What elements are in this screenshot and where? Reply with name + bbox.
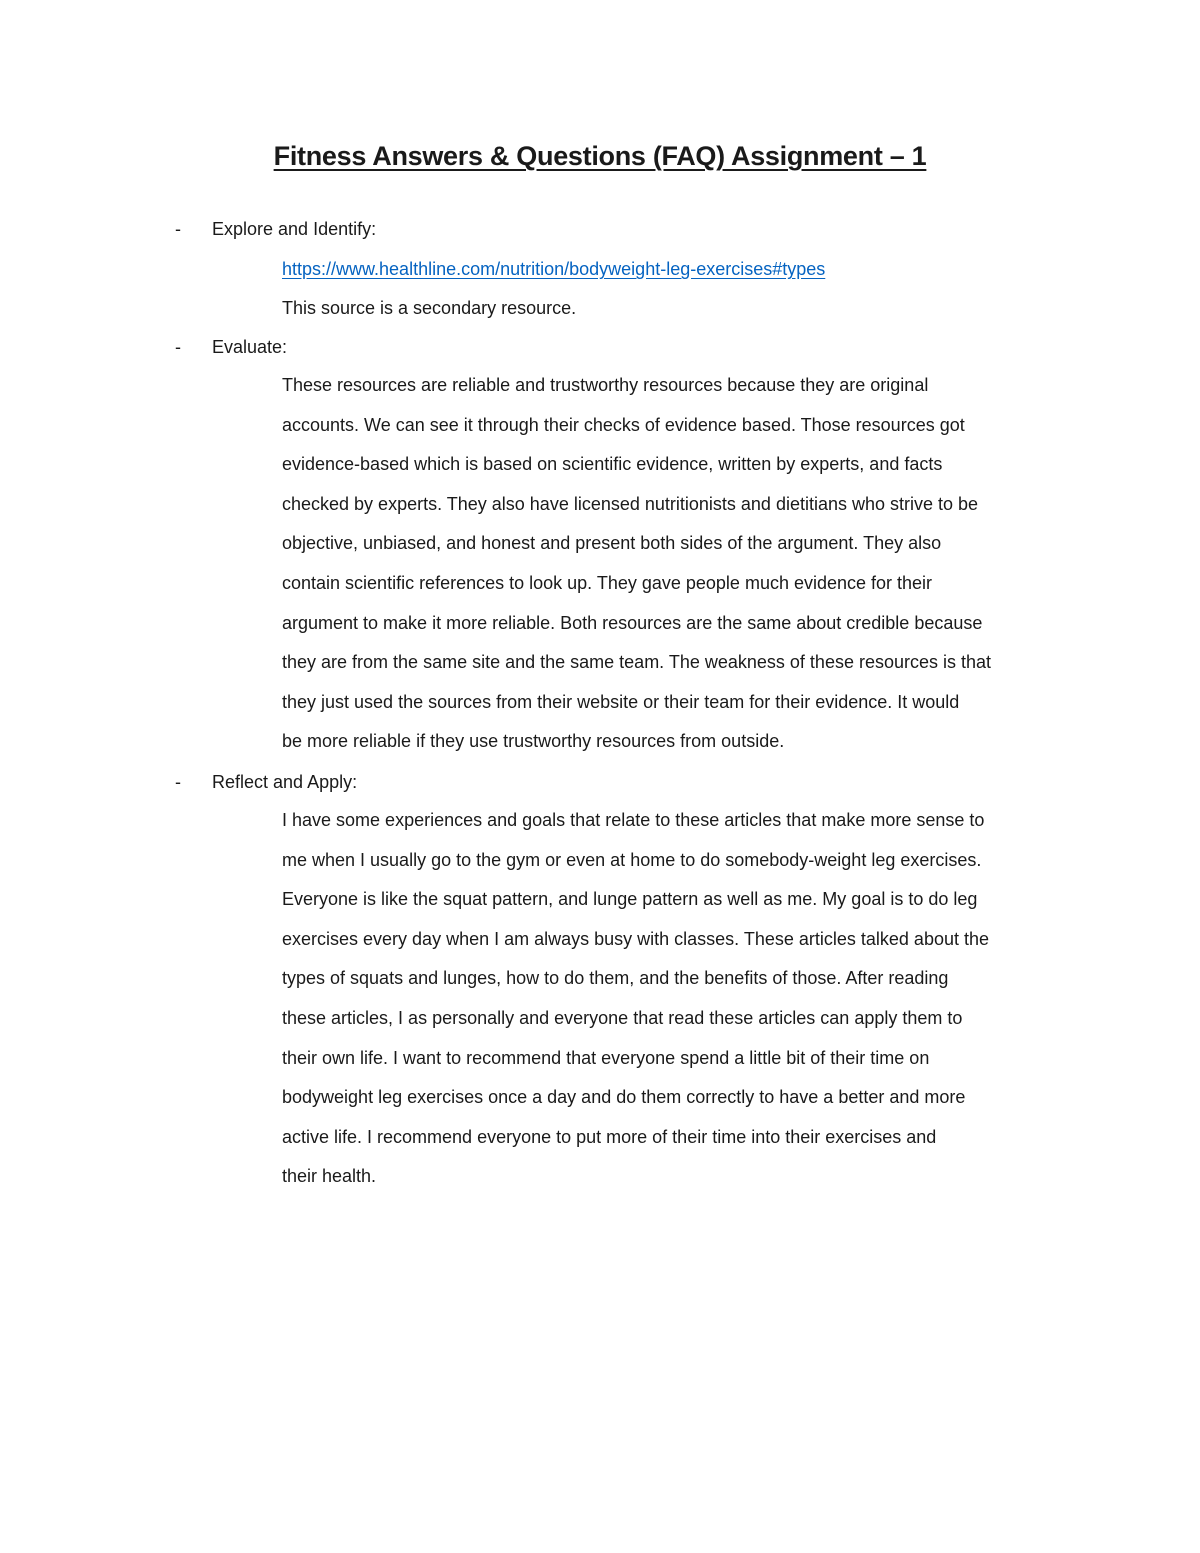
paragraph-line: contain scientific references to look up. They gave people much evidence for their bbox=[282, 572, 933, 593]
paragraph-line: active life. I recommend everyone to put more of their time into their exercises and bbox=[282, 1126, 937, 1147]
paragraph-line: checked by experts. They also have licensed nutritionists and dietitians who strive to be bbox=[282, 493, 979, 514]
paragraph-line: they just used the sources from their website or their team for their evidence. It would bbox=[282, 691, 960, 712]
paragraph-line: types of squats and lunges, how to do them, and the benefits of those. After reading bbox=[282, 968, 949, 989]
paragraph-line: these articles, I as personally and everyone that read these articles can apply them to bbox=[282, 1007, 963, 1028]
source-type-note: This source is a secondary resource. bbox=[282, 298, 577, 318]
paragraph-line: exercises every day when I am always busy with classes. These articles talked about the bbox=[282, 928, 990, 949]
bullet-dash: - bbox=[175, 772, 181, 792]
paragraph-line: evidence-based which is based on scientific evidence, written by experts, and facts bbox=[282, 454, 943, 475]
paragraph-line: their health. bbox=[282, 1166, 377, 1187]
source-link[interactable]: https://www.healthline.com/nutrition/bodyweight-leg-exercises#types bbox=[282, 259, 826, 279]
paragraph-line: Everyone is like the squat pattern, and lunge pattern as well as me. My goal is to do leg bbox=[282, 889, 978, 910]
paragraph-line: I have some experiences and goals that relate to these articles that make more sense to bbox=[282, 810, 985, 830]
page-title: Fitness Answers & Questions (FAQ) Assignment – 1 bbox=[273, 141, 927, 171]
source-link-wrapper bbox=[282, 249, 825, 289]
bullet-dash: - bbox=[175, 337, 181, 357]
section-heading-explore: Explore and Identify: bbox=[212, 219, 377, 239]
section-heading-evaluate: Evaluate: bbox=[212, 337, 288, 357]
paragraph-line: bodyweight leg exercises once a day and do them correctly to have a better and more bbox=[282, 1087, 966, 1108]
paragraph-line: they are from the same site and the same team. The weakness of these resources is that bbox=[282, 652, 992, 673]
paragraph-line: These resources are reliable and trustworthy resources because they are original bbox=[282, 375, 929, 395]
reflect-paragraph bbox=[282, 801, 1072, 1197]
evaluate-paragraph bbox=[282, 366, 1072, 762]
paragraph-line: their own life. I want to recommend that everyone spend a little bit of their time on bbox=[282, 1047, 930, 1068]
paragraph-line: be more reliable if they use trustworthy resources from outside. bbox=[282, 731, 785, 752]
bullet-dash: - bbox=[175, 219, 181, 239]
paragraph-line: argument to make it more reliable. Both resources are the same about credible because bbox=[282, 612, 983, 633]
section-heading-reflect: Reflect and Apply: bbox=[212, 772, 358, 792]
paragraph-line: me when I usually go to the gym or even at home to do somebody-weight leg exercises. bbox=[282, 849, 982, 870]
paragraph-line: accounts. We can see it through their checks of evidence based. Those resources got bbox=[282, 414, 965, 435]
paragraph-line: objective, unbiased, and honest and present both sides of the argument. They also bbox=[282, 533, 942, 554]
